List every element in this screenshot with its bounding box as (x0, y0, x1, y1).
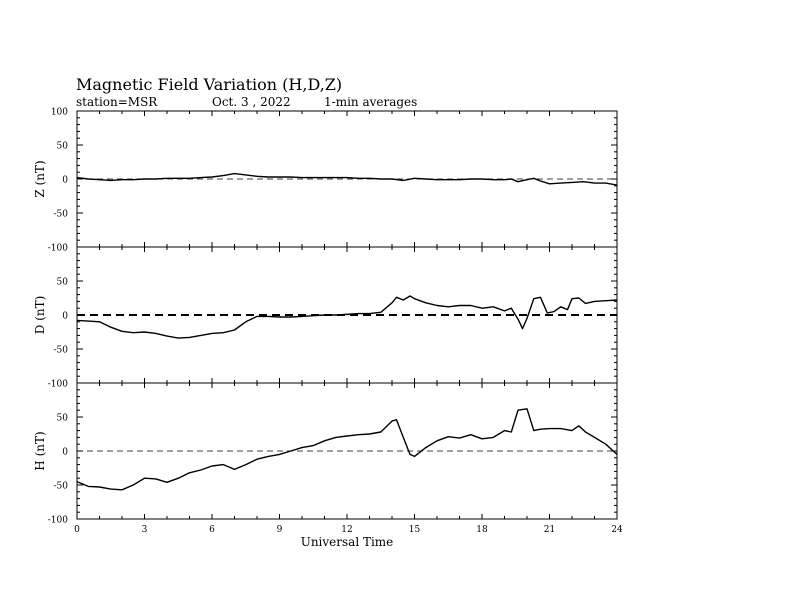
x-tick-label: 6 (209, 525, 215, 535)
y-axis-label-h: H (nT) (33, 431, 47, 471)
x-tick-label: 9 (276, 525, 283, 535)
series-line-h (77, 409, 617, 490)
date-label: Oct. 3 , 2022 (212, 95, 291, 109)
x-tick-label: 12 (341, 525, 353, 535)
x-tick-label: 24 (611, 525, 623, 535)
x-axis-label: Universal Time (300, 535, 394, 549)
y-tick-label-d: -100 (47, 379, 68, 390)
y-axis-label-z: Z (nT) (33, 160, 47, 198)
series-line-d (77, 296, 617, 338)
y-tick-label-h: 50 (56, 413, 68, 424)
x-tick-label: 3 (141, 525, 148, 535)
y-tick-label-d: 50 (56, 277, 68, 288)
y-tick-label-h: 0 (62, 447, 68, 458)
averaging-label: 1-min averages (324, 95, 418, 109)
y-tick-label-h: -50 (53, 481, 68, 492)
x-tick-label: 21 (543, 525, 556, 535)
y-tick-label-z: -50 (53, 209, 68, 220)
y-axis-label-d: D (nT) (33, 295, 47, 335)
x-tick-label: 18 (476, 525, 488, 535)
chart-title: Magnetic Field Variation (H,D,Z) (76, 75, 343, 94)
y-tick-label-z: 0 (62, 175, 68, 186)
y-tick-label-h: -100 (47, 515, 68, 526)
y-tick-label-d: 0 (62, 311, 68, 322)
x-tick-label: 0 (74, 525, 80, 535)
y-tick-label-d: -50 (53, 345, 68, 356)
y-tick-label-z: 50 (56, 141, 68, 152)
y-tick-label-z: -100 (47, 243, 68, 254)
y-tick-label-z: 100 (50, 107, 68, 118)
station-label: station=MSR (76, 95, 158, 109)
x-tick-label: 15 (408, 525, 421, 535)
